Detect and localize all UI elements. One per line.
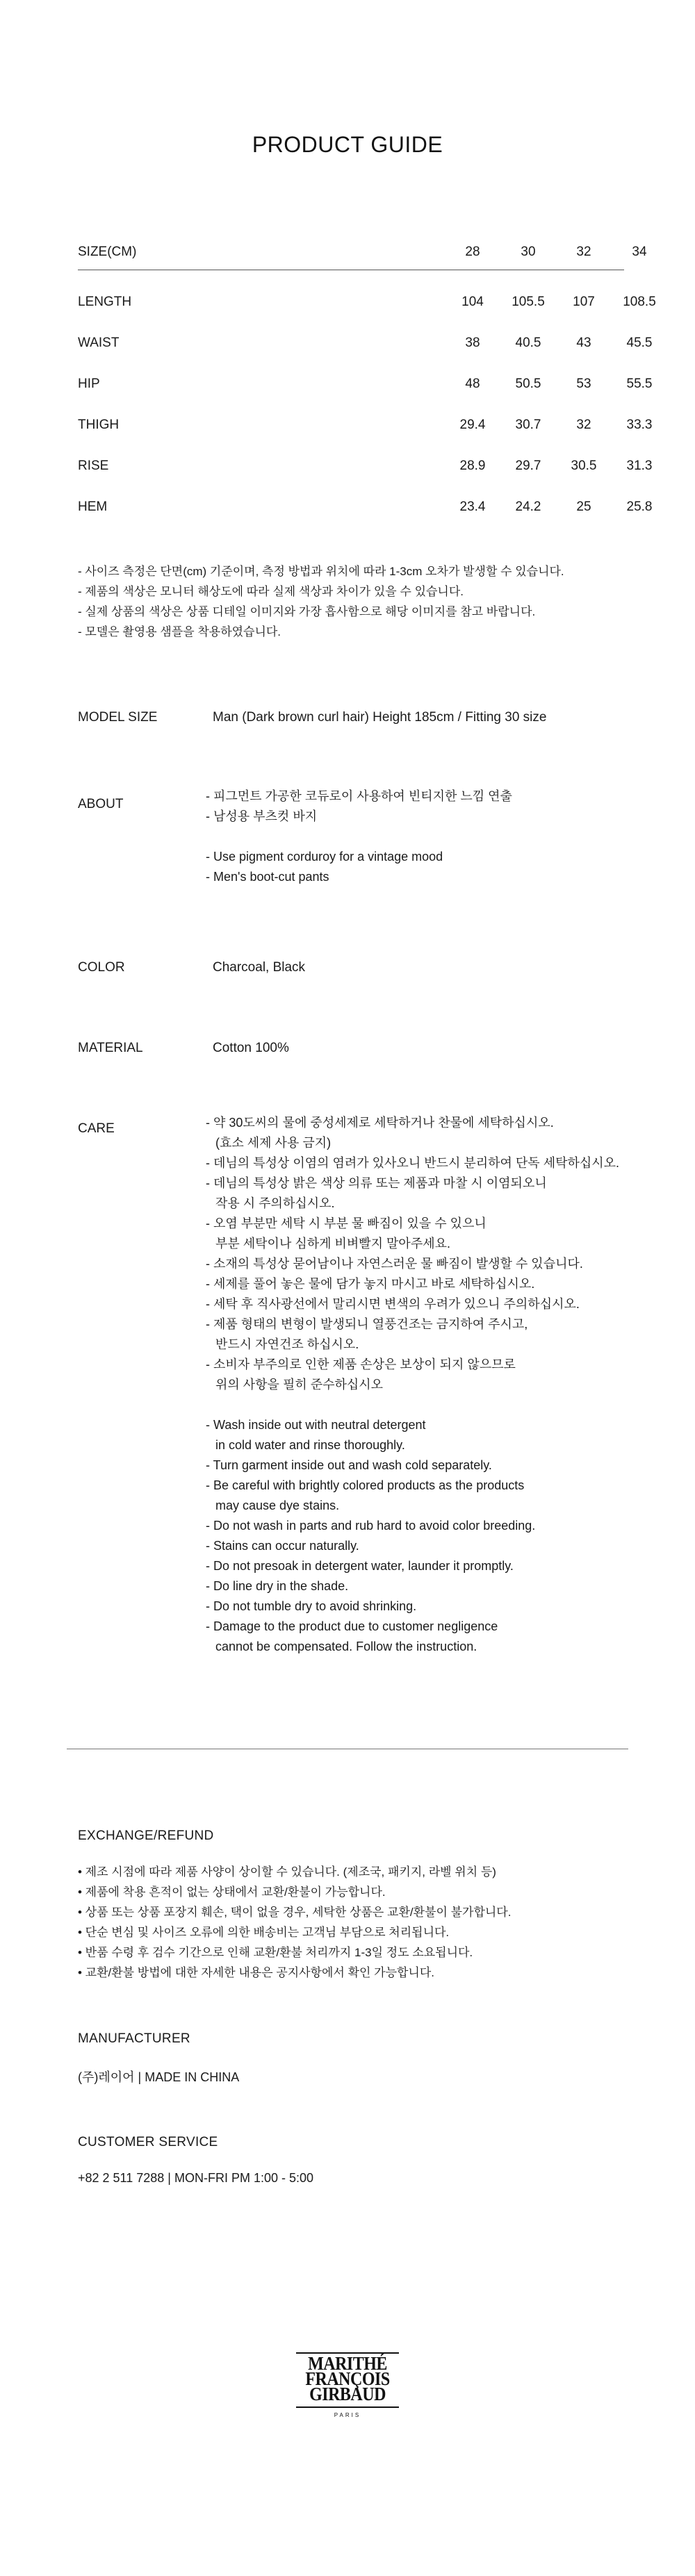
care-line: - Do not wash in parts and rub hard to avoid color breeding. — [206, 1519, 536, 1533]
cell: 33.3 — [626, 418, 653, 432]
size-col-34: 34 — [632, 245, 647, 259]
size-header-label: SIZE(CM) — [78, 245, 137, 259]
care-line: 작용 시 주의하십시오. — [215, 1196, 335, 1210]
care-line: - 세제를 풀어 놓은 물에 담가 놓지 마시고 바로 세탁하십시오. — [206, 1277, 535, 1291]
cell: 108.5 — [623, 295, 656, 309]
list-item: • 제품에 착용 흔적이 없는 상태에서 교환/환불이 가능합니다. — [78, 1885, 386, 1899]
logo-line: MARITHÉ — [308, 2354, 387, 2375]
row-label: RISE — [78, 459, 109, 473]
list-item: • 상품 또는 상품 포장지 훼손, 택이 없을 경우, 세탁한 상품은 교환/환불이 불가합니다. — [78, 1906, 512, 1919]
cell: 105.5 — [512, 295, 545, 309]
care-line: - 제품 형태의 변형이 발생되니 열풍건조는 금지하여 주시고, — [206, 1317, 528, 1331]
care-line: - Be careful with brightly colored products as the products — [206, 1478, 525, 1492]
list-item: • 제조 시점에 따라 제품 사양이 상이할 수 있습니다. (제조국, 패키지, 라벨 위치 등) — [78, 1865, 496, 1879]
cell: 107 — [573, 295, 595, 309]
cell: 28.9 — [459, 459, 486, 473]
logo-sub: PARIS — [334, 2412, 361, 2418]
cell: 25.8 — [626, 499, 653, 514]
care-line: in cold water and rinse thoroughly. — [215, 1438, 405, 1452]
cell: 53 — [576, 377, 591, 391]
cell: 43 — [576, 336, 591, 350]
note-line: - 실제 상품의 색상은 상품 디테일 이미지와 가장 흡사함으로 해당 이미지를 참고 바랍니다. — [78, 605, 536, 618]
cell: 38 — [465, 336, 480, 350]
care-line: may cause dye stains. — [215, 1498, 340, 1512]
brand-logo — [293, 2352, 402, 2418]
logo-line: FRANÇOIS — [305, 2369, 390, 2390]
cell: 48 — [465, 377, 480, 391]
about-line: - 남성용 부츠컷 바지 — [206, 809, 318, 823]
cell: 45.5 — [626, 336, 653, 350]
care-text — [206, 1113, 619, 1657]
row-label: THIGH — [78, 418, 120, 432]
cell: 30.7 — [515, 418, 541, 432]
row-label: HIP — [78, 377, 100, 391]
size-col-30: 30 — [521, 245, 536, 259]
material-label: MATERIAL — [78, 1041, 143, 1055]
measurement-notes — [78, 561, 634, 642]
care-line: cannot be compensated. Follow the instruction. — [215, 1640, 477, 1653]
color-value: Charcoal, Black — [213, 960, 306, 975]
care-line: - 데님의 특성상 이염의 염려가 있사오니 반드시 분리하여 단독 세탁하십시오. — [206, 1156, 620, 1170]
note-line: - 사이즈 측정은 단면(cm) 기준이며, 측정 방법과 위치에 따라 1-3cm 오차가 발생할 수 있습니다. — [78, 565, 564, 578]
cell: 23.4 — [459, 499, 486, 514]
care-line: - Turn garment inside out and wash cold separately. — [206, 1458, 492, 1472]
size-col-32: 32 — [576, 245, 591, 259]
logo-line: GIRBAUD — [309, 2384, 386, 2405]
manufacturer-heading: MANUFACTURER — [78, 2031, 190, 2046]
size-table-header — [78, 245, 647, 270]
care-line: - Do not presoak in detergent water, launder it promptly. — [206, 1559, 514, 1573]
customer-service-heading: CUSTOMER SERVICE — [78, 2135, 218, 2149]
care-line: - Stains can occur naturally. — [206, 1539, 359, 1553]
cell: 40.5 — [515, 336, 541, 350]
about-text — [206, 786, 512, 887]
exchange-heading: EXCHANGE/REFUND — [78, 1828, 214, 1843]
list-item: • 단순 변심 및 사이즈 오류에 의한 배송비는 고객님 부담으로 처리됩니다. — [78, 1926, 450, 1939]
cell: 55.5 — [626, 377, 653, 391]
row-label: HEM — [78, 499, 108, 514]
care-label: CARE — [78, 1121, 115, 1136]
model-size-label: MODEL SIZE — [78, 710, 158, 725]
row-label: WAIST — [78, 336, 120, 350]
about-line: - Use pigment corduroy for a vintage mood — [206, 850, 443, 864]
list-item: • 교환/환불 방법에 대한 자세한 내용은 공지사항에서 확인 가능합니다. — [78, 1966, 434, 1979]
cell: 31.3 — [626, 459, 653, 473]
care-line: - 데님의 특성상 밝은 색상 의류 또는 제품과 마찰 시 이염되오니 — [206, 1176, 547, 1190]
care-line: 부분 세탁이나 심하게 비벼빨지 말아주세요. — [215, 1237, 450, 1250]
customer-service-value: +82 2 511 7288 | MON-FRI PM 1:00 - 5:00 — [78, 2171, 314, 2185]
about-label: ABOUT — [78, 797, 124, 811]
table-row — [78, 377, 653, 397]
care-line: - 세탁 후 직사광선에서 말리시면 변색의 우려가 있으니 주의하십시오. — [206, 1297, 580, 1311]
exchange-list — [78, 1862, 511, 1983]
table-row — [78, 499, 653, 520]
cell: 25 — [576, 499, 591, 514]
material-value: Cotton 100% — [213, 1041, 289, 1055]
care-line: - Do not tumble dry to avoid shrinking. — [206, 1599, 417, 1613]
about-line: - 피그먼트 가공한 코듀로이 사용하여 빈티지한 느낌 연출 — [206, 789, 512, 803]
size-col-28: 28 — [465, 245, 480, 259]
care-line: - 소재의 특성상 묻어남이나 자연스러운 물 빠짐이 발생할 수 있습니다. — [206, 1257, 583, 1271]
page-title: PRODUCT GUIDE — [252, 132, 443, 157]
care-line: 반드시 자연건조 하십시오. — [215, 1337, 359, 1351]
about-line: - Men's boot-cut pants — [206, 870, 329, 884]
cell: 50.5 — [515, 377, 541, 391]
cell: 24.2 — [515, 499, 541, 514]
row-label: LENGTH — [78, 295, 132, 309]
care-line: - 소비자 부주의로 인한 제품 손상은 보상이 되지 않으므로 — [206, 1357, 516, 1371]
cell: 104 — [461, 295, 484, 309]
cell: 30.5 — [571, 459, 597, 473]
note-line: - 모델은 촬영용 샘플을 착용하였습니다. — [78, 625, 281, 638]
model-size-value: Man (Dark brown curl hair) Height 185cm / Fitting 30 size — [213, 710, 547, 725]
table-row — [78, 459, 653, 479]
table-row — [78, 418, 653, 438]
cell: 32 — [576, 418, 591, 432]
table-row — [78, 295, 656, 315]
care-line: - Do line dry in the shade. — [206, 1579, 349, 1593]
care-line: - 오염 부분만 세탁 시 부분 물 빠짐이 있을 수 있으니 — [206, 1216, 486, 1230]
cell: 29.4 — [459, 418, 486, 432]
list-item: • 반품 수령 후 검수 기간으로 인해 교환/환불 처리까지 1-3일 정도 소요됩니다. — [78, 1946, 473, 1959]
table-row — [78, 336, 653, 356]
cell: 29.7 — [515, 459, 541, 473]
care-line: - Damage to the product due to customer negligence — [206, 1619, 498, 1633]
manufacturer-value: (주)레이어 | MADE IN CHINA — [78, 2070, 240, 2084]
care-line: - Wash inside out with neutral detergent — [206, 1418, 426, 1432]
color-label: COLOR — [78, 960, 125, 975]
care-line: 위의 사항을 필히 준수하십시오 — [215, 1378, 384, 1392]
care-line: - 약 30도씨의 물에 중성세제로 세탁하거나 찬물에 세탁하십시오. — [206, 1116, 554, 1130]
care-line: (효소 세제 사용 금지) — [215, 1136, 332, 1150]
note-line: - 제품의 색상은 모니터 해상도에 따라 실제 색상과 차이가 있을 수 있습니다. — [78, 585, 464, 598]
